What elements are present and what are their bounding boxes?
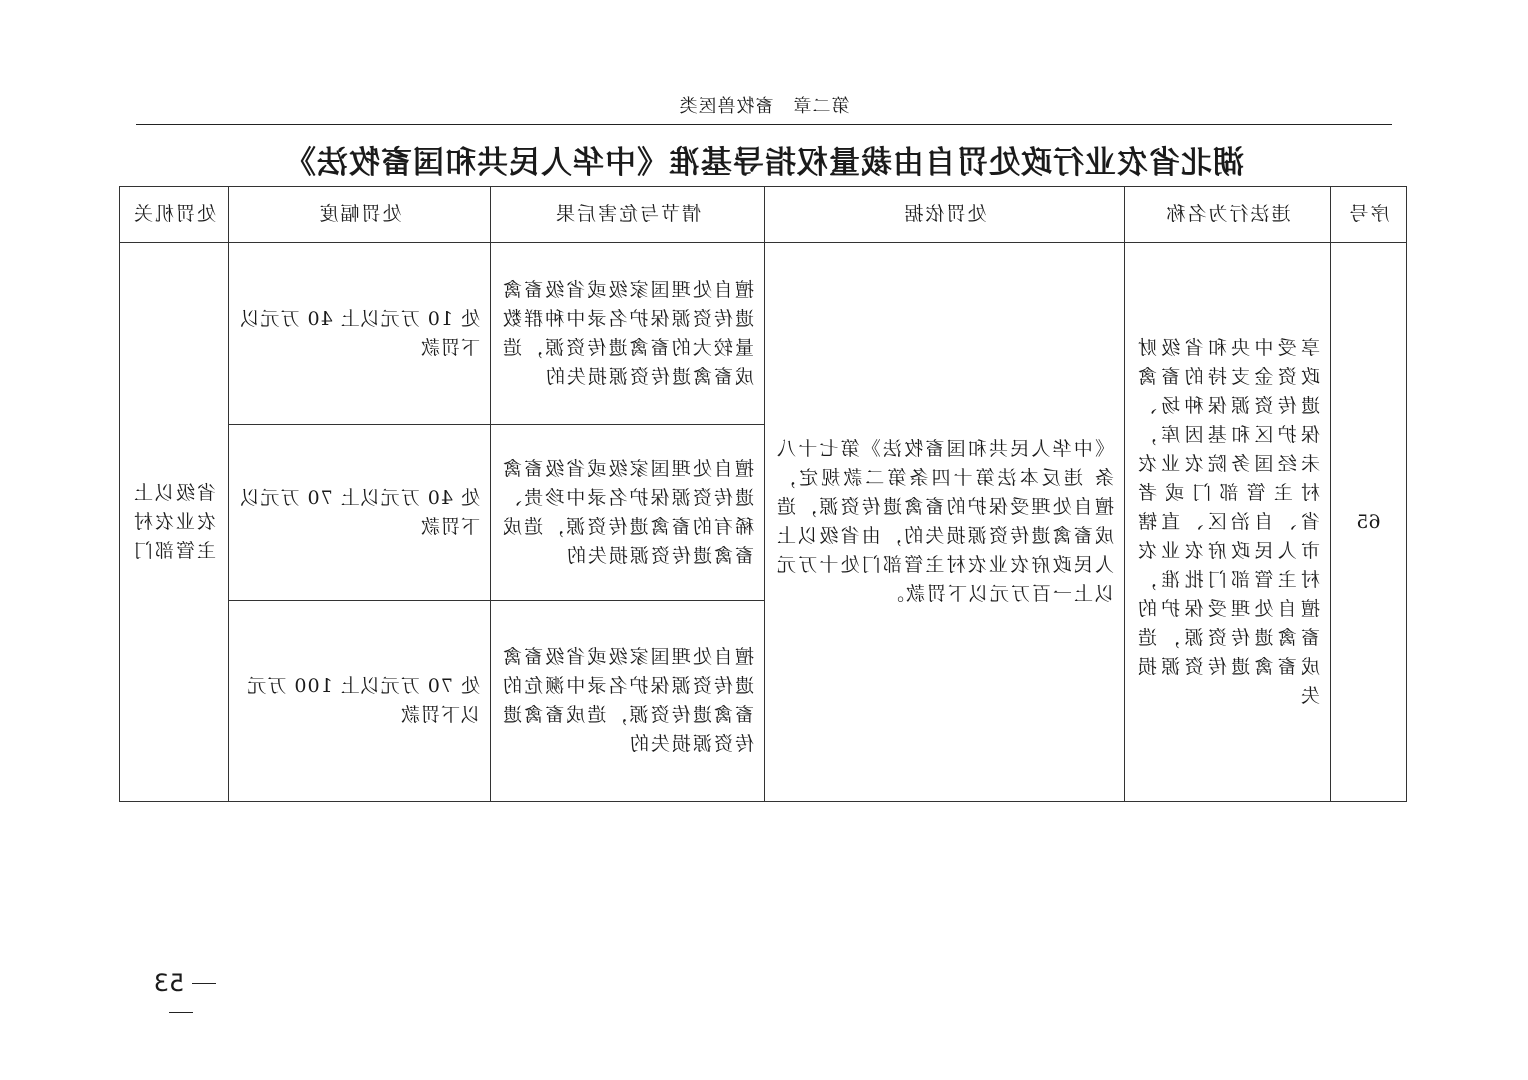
page-number (134, 968, 228, 1025)
col-header-penalty-range: 处罚幅度 (229, 187, 491, 243)
cell-seq: 65 (1331, 243, 1407, 802)
col-header-authority: 处罚机关 (120, 187, 229, 243)
col-header-circumstances: 情节与危害后果 (491, 187, 765, 243)
page-number-value: 53 (153, 969, 185, 997)
table-header-row (120, 187, 1407, 243)
page-number-dash (169, 1012, 193, 1013)
running-header: 第二章 畜牧兽医类 (678, 96, 850, 117)
cell-violation-name: 享受中央和省级财政资金支持的畜禽遗传资源保种场、保护区和基因库，未经国务院农业农村主管部门或者省、自治区、直辖市人民政府农业农村主管部门批准，擅自处理受保护的畜禽遗传资源，造成畜禽遗传资源损失 (1125, 243, 1331, 802)
header-rule (136, 124, 1392, 125)
cell-penalty-range: 处 70 万元以上 100 万元以下罚款 (229, 601, 491, 802)
cell-basis: 《中华人民共和国畜牧法》第七十八条 违反本法第十四条第二款规定，擅自处理受保护的畜禽遗传资源，造成畜禽遗传资源损失的，由省级以上人民政府农业农村主管部门处十万元以上一百万元以下罚款。 (765, 243, 1125, 802)
cell-circumstances: 擅自处理国家级或省级畜禽遗传资源保护名录中濒危的畜禽遗传资源，造成畜禽遗传资源损失的 (491, 601, 765, 802)
col-header-violation-name: 违法行为名称 (1125, 187, 1331, 243)
col-header-basis: 处罚依据 (765, 187, 1125, 243)
col-header-seq: 序号 (1331, 187, 1407, 243)
penalty-table (119, 186, 1407, 802)
cell-penalty-range: 处 10 万元以上 40 万元以下罚款 (229, 243, 491, 425)
cell-authority: 省级以上农业农村主管部门 (120, 243, 229, 802)
document-title: 湖北省农业行政处罚自由裁量权指导基准《中华人民共和国畜牧法》 (284, 145, 1244, 181)
cell-penalty-range: 处 40 万元以上 70 万元以下罚款 (229, 425, 491, 601)
table-row (120, 243, 1407, 425)
cell-circumstances: 擅自处理国家级或省级畜禽遗传资源保护名录中珍贵、稀有的畜禽遗传资源，造成畜禽遗传资源损失的 (491, 425, 765, 601)
page-number-dash (192, 983, 216, 984)
cell-circumstances: 擅自处理国家级或省级畜禽遗传资源保护名录中种群数量较大的畜禽遗传资源，造成畜禽遗传资源损失的 (491, 243, 765, 425)
